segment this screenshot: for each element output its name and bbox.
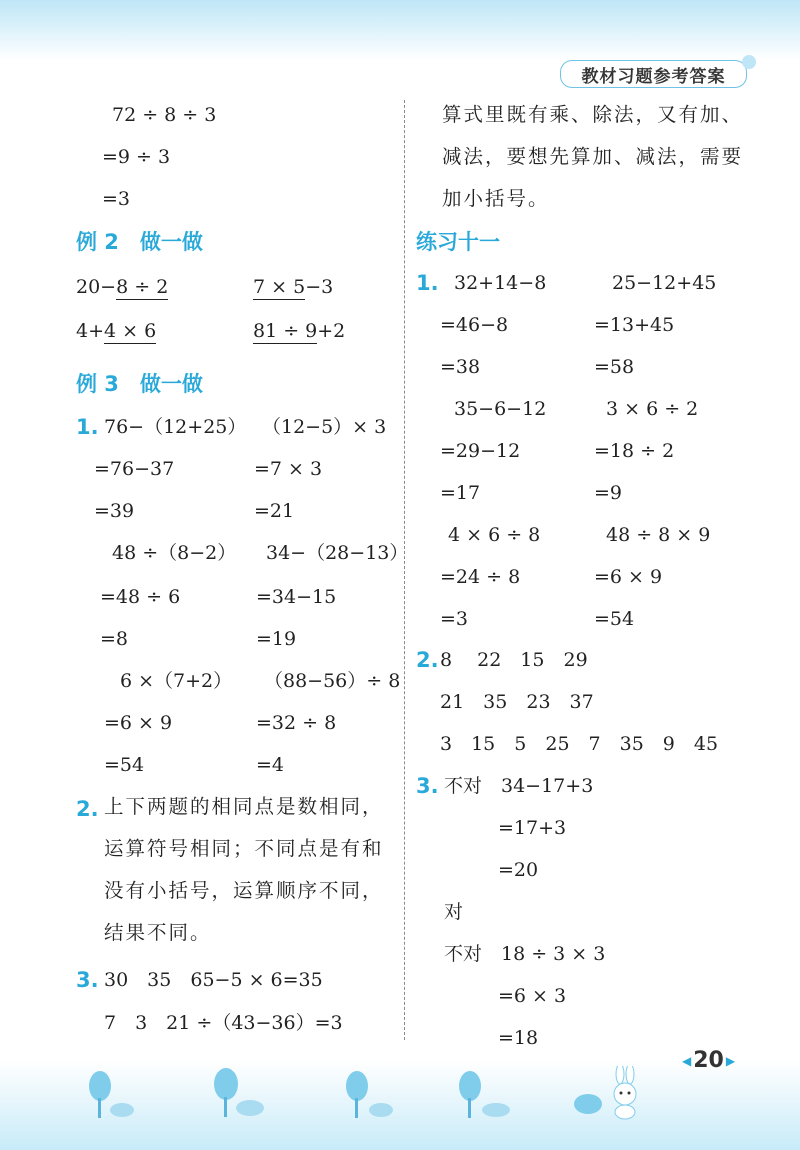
ex3-q3-line-2: 7 3 21 ÷（43−36）=3: [104, 1012, 343, 1034]
column-divider: [404, 100, 405, 1040]
ex2-d-suffix: +2: [317, 320, 346, 342]
ex11-q1-r7b: 48 ÷ 8 × 9: [606, 524, 711, 546]
header-tag: [560, 60, 747, 88]
left-top-line-1: 72 ÷ 8 ÷ 3: [112, 104, 217, 126]
ex11-q1-r3b: =58: [594, 356, 635, 378]
ex11-q1-r9a: =3: [440, 608, 469, 630]
ex3-q1-r1a: 76−（12+25）: [104, 416, 247, 438]
ex3-q1-r2a: =76−37: [94, 458, 175, 480]
ex3-q3-line-1: 30 35 65−5 × 6=35: [104, 969, 323, 991]
ex11-q3-number: 3.: [416, 774, 439, 798]
arrow-left-icon: ◀: [682, 1053, 692, 1068]
ex11-q1-r2b: =13+45: [594, 314, 675, 336]
ex11-q3-line-6: =6 × 3: [498, 985, 567, 1007]
ex2-d-underlined: 81 ÷ 9: [253, 320, 318, 342]
ex11-q1-r4a: 35−6−12: [454, 398, 547, 420]
ex3-q1-r3a: =39: [94, 500, 135, 522]
ex11-q1-number: 1.: [416, 271, 439, 295]
ex3-q1-r6a: =8: [100, 628, 129, 650]
ex3-q1-r2b: =7 × 3: [254, 458, 323, 480]
ex11-q3-line-4: 对: [444, 901, 464, 923]
ex11-q3-line-3: =20: [498, 859, 539, 881]
section-title-ex11: 练习十一: [416, 230, 500, 254]
tree-icon: [450, 1068, 520, 1122]
ex3-q3-number: 3.: [76, 968, 99, 992]
ex3-q1-r8a: =6 × 9: [104, 712, 173, 734]
ex3-q2-number: 2.: [76, 797, 99, 821]
right-continued-text: 算式里既有乘、除法，又有加、减法，要想先算加、减法，需要加小括号。: [442, 103, 744, 210]
ex11-q3-line-1: 不对 34−17+3: [444, 775, 594, 797]
ex2-b-suffix: −3: [305, 276, 334, 298]
ex11-q1-r6a: =17: [440, 482, 481, 504]
ex11-q2-line-1: 8 22 15 29: [440, 649, 588, 671]
left-top-line-3: =3: [102, 188, 131, 210]
ex3-q1-r8b: =32 ÷ 8: [256, 712, 337, 734]
ex2-c-prefix: 4+: [76, 320, 105, 342]
ex11-q2-line-3: 3 15 5 25 7 35 9 45: [440, 733, 719, 755]
ex3-q1-r9b: =4: [256, 754, 285, 776]
ex3-q1-r4b: 34−（28−13）: [266, 542, 409, 564]
ex2-expr-c: [76, 322, 156, 341]
ex11-q3-line-5: 不对 18 ÷ 3 × 3: [444, 943, 606, 965]
ex3-q1-r1b: （12−5）× 3: [262, 416, 387, 438]
ex11-q2-line-2: 21 35 23 37: [440, 691, 594, 713]
ex3-q1-r4a: 48 ÷（8−2）: [112, 542, 237, 564]
bunny-mascot-icon: [568, 1066, 648, 1122]
section-title-ex2: 例 2 做一做: [76, 230, 203, 254]
ex2-a-prefix: 20−: [76, 276, 117, 298]
ex11-q1-r1a: 32+14−8: [454, 272, 547, 294]
tree-icon: [200, 1066, 280, 1122]
ex3-q1-r7a: 6 ×（7+2）: [120, 670, 233, 692]
ex11-q1-r6b: =9: [594, 482, 623, 504]
ex3-q1-r5a: =48 ÷ 6: [100, 586, 181, 608]
ex11-q1-r7a: 4 × 6 ÷ 8: [448, 524, 541, 546]
ex3-q1-number: 1.: [76, 415, 99, 439]
header-tag-dot-icon: [742, 55, 756, 69]
ex11-q1-r4b: 3 × 6 ÷ 2: [606, 398, 699, 420]
left-top-line-2: =9 ÷ 3: [102, 146, 171, 168]
tree-icon: [335, 1068, 405, 1122]
ex11-q2-number: 2.: [416, 648, 439, 672]
ex11-q3-line-7: =18: [498, 1027, 539, 1049]
ex11-q1-r5a: =29−12: [440, 440, 521, 462]
ex2-b-underlined: 7 × 5: [253, 276, 306, 298]
ex11-q1-r9b: =54: [594, 608, 635, 630]
ex11-q1-r2a: =46−8: [440, 314, 509, 336]
page-number-text: 20: [693, 1048, 724, 1073]
ex11-q1-r3a: =38: [440, 356, 481, 378]
ex2-expr-b: [253, 278, 333, 297]
arrow-right-icon: ▶: [725, 1053, 736, 1068]
ex2-expr-a: [76, 278, 168, 297]
header-title: 教材习题参考答案: [581, 66, 726, 87]
ex3-q1-r9a: =54: [104, 754, 145, 776]
ex11-q1-r8b: =6 × 9: [594, 566, 663, 588]
ex11-q3-line-2: =17+3: [498, 817, 567, 839]
ex11-q1-r1b: 25−12+45: [612, 272, 717, 294]
tree-icon: [80, 1068, 140, 1122]
ex3-q1-r3b: =21: [254, 500, 295, 522]
ex3-q1-r5b: =34−15: [256, 586, 337, 608]
top-decor-band: [0, 0, 800, 60]
ex11-q1-r5b: =18 ÷ 2: [594, 440, 675, 462]
ex3-q1-r6b: =19: [256, 628, 297, 650]
ex2-a-underlined: 8 ÷ 2: [116, 276, 169, 298]
ex2-expr-d: [253, 322, 345, 341]
section-title-ex3: 例 3 做一做: [76, 372, 203, 396]
ex2-c-underlined: 4 × 6: [104, 320, 157, 342]
ex11-q1-r8a: =24 ÷ 8: [440, 566, 521, 588]
ex3-q2-answer: 上下两题的相同点是数相同，运算符号相同；不同点是有和没有小括号，运算顺序不同，结果不同。: [104, 795, 384, 944]
page-number: [682, 1048, 735, 1073]
ex3-q1-r7b: （88−56）÷ 8: [264, 670, 401, 692]
